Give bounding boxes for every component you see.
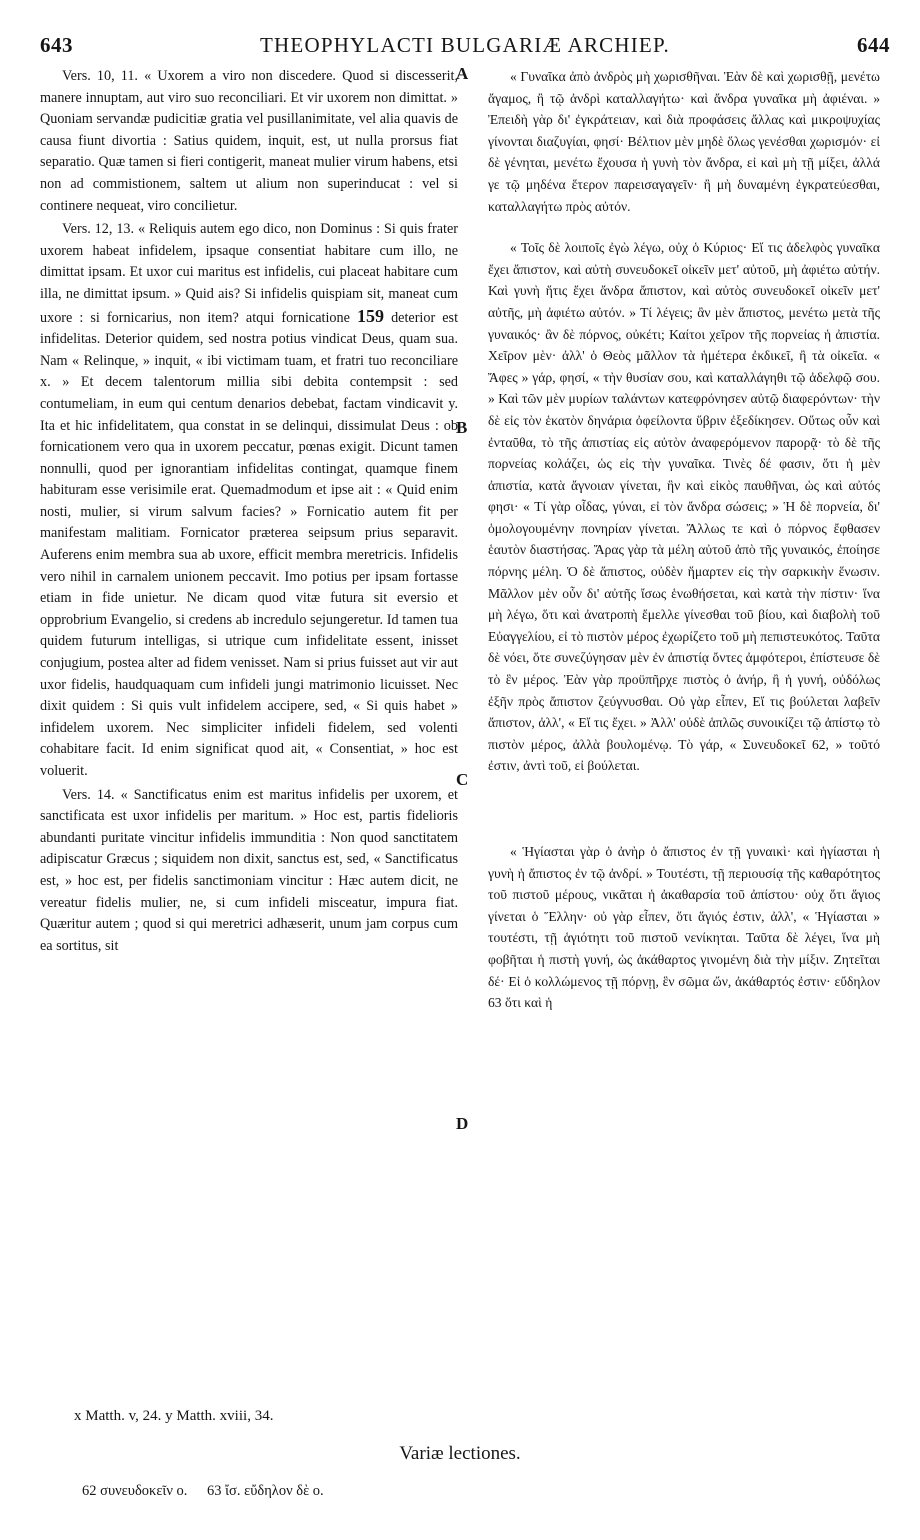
variant-note-62: 62 συνευδοκεῖν ο. [82,1483,188,1499]
section-marker-b: B [456,418,468,437]
right-page-number: 644 [857,33,890,57]
running-title: THEOPHYLACTI BULGARIÆ ARCHIEP. [260,33,670,57]
latin-paragraph-vers-10-11: Vers. 10, 11. « Uxorem a viro non discedere. Quod si discesserit, manere innuptam, aut viro suo reconciliari. Et vir uxorem non dimittat. » Quoniam servandæ pudicitiæ gratia vel pusillanimitate, vel alia quavis de causa fiunt divortia : Satius quidem, inquit, est, ut nulla prorsus fiat separatio. Quæ tamen si fieri contigerit, maneat mulier virum habens, etsi non ad commistionem, saltem ut alium non superinducat : vel si continere nequeat, viro concilietur. [40,68,458,214]
scripture-footnotes: x Matth. v, 24. y Matth. xviii, 34. [74,1408,274,1424]
variant-note-63: 63 ἴσ. εὔδηλον δὲ ο. [207,1483,324,1499]
latin-paragraph-vers-12-13 [40,219,458,782]
page-header [40,33,890,63]
section-marker-d: D [456,1114,469,1133]
left-page-number: 643 [40,33,73,57]
column-number: 159 [356,305,384,326]
greek-paragraph-1: « Γυναῖκα ἀπὸ ἀνδρὸς μὴ χωρισθῆναι. Ἐὰν δὲ καὶ χωρισθῇ, μενέτω ἄγαμος, ἢ τῷ ἀνδρὶ καταλλαγήτω· καὶ ἄνδρα γυναῖκα μὴ ἀφιέναι. » Ἐπειδὴ γὰρ δι' ἐγκράτειαν, καὶ διὰ προφάσεις ἄλλας καὶ μικροψυχίας γίνονται διαζυγίαι, φησί· Βέλτιον μὲν μηδὲ ὅλως γενέσθαι χωρισμόν· εἰ δὲ γένηται, μενέτω ἔχουσα ἡ γυνὴ τὸν ἄνδρα, εἰ καὶ μὴ τῇ μίξει, ἀλλά γε τῷ μηδένα ἕτερον παρεισαγαγεῖν· ἢ μὴ δυναμένη ἐγκρατεύεσθαι, καταλλαγήτω πρὸς αὐτόν. [488,69,880,214]
section-marker-c: C [456,770,469,789]
latin-paragraph-vers-14: Vers. 14. « Sanctificatus enim est maritus infidelis per uxorem, et sanctificata est uxor infidelis per maritum. » Hoc est, partis fidelioris abundanti puritate vincitur infidelis immunditia : Non quod sanctitatem adipiscatur Græcus ; siquidem non dixit, sanctus est, sed, « Sanctificatus est, » hoc est, per fidelis sanctimoniam vincitur : Hæc autem dicit, ne vereatur fidelis mulier, ne, si cum infideli misceatur, impura fiat. Quæritur autem ; quod si qui meretrici adhæserit, unum jam corpus cum ea sortitus, sit [40,786,458,954]
variae-lectiones-notes [82,1483,324,1500]
latin-text-before-colnum: Vers. 12, 13. « Reliquis autem ego dico, non Dominus : Si quis frater uxorem habeat infidelem, ipsaque consentiat habitare cum illo, ne dimittat ipsam. Et uxor cui maritus est infidelis, cui placeat habitare cum illa, ne dimittat ipsum. » Quid ais? Si infidelis quispiam sit, maneat cum uxore : si fornicarius, non item? atqui fornicatione [40,221,458,326]
section-marker-a: A [456,64,469,83]
greek-column [488,66,880,1034]
greek-paragraph-3: « Ἡγίασται γὰρ ὁ ἀνὴρ ὁ ἄπιστος ἐν τῇ γυναικὶ· καὶ ἡγίασται ἡ γυνὴ ἡ ἄπιστος ἐν τῷ ἀνδρί. » Τουτέστι, τῇ περιουσίᾳ τῆς καθαρότητος τοῦ πιστοῦ μέρους, νικᾶται ἡ ἀκαθαρσία τοῦ ἀπίστου· οὐχ ὅτι ἅγιος γίνεται ὁ Ἕλλην· οὐ γὰρ εἶπεν, ὅτι ἅγιός ἐστιν, ἀλλ', « Ἡγίασται » τουτέστι, τῇ ἁγιότητι τοῦ πιστοῦ νενίκηται. Ταῦτα δὲ λέγει, ἵνα μὴ φοβῆται ἡ πιστὴ γυνή, ὡς ἀκάθαρτος γινομένη διὰ τὴν μίξιν. Ζητεῖται δέ· Εἰ ὁ κολλώμενος τῇ πόρνῃ, ἓν σῶμα ὤν, ἀκάθαρτός ἐστιν· εὔδηλον 63 ὅτι καὶ ἡ [488,844,880,1011]
latin-column [40,66,458,957]
greek-paragraph-2: « Τοῖς δὲ λοιποῖς ἐγὼ λέγω, οὐχ ὁ Κύριος· Εἴ τις ἀδελφὸς γυναῖκα ἔχει ἄπιστον, καὶ αὐτὴ συνευδοκεῖ οἰκεῖν μετ' αὐτοῦ, μὴ ἀφιέτω αὐτήν. Καὶ γυνὴ ἥτις ἔχει ἄνδρα ἄπιστον, καὶ αὐτὸς συνευδοκεῖ οἰκεῖν μετ' αὐτῆς, μὴ ἀφιέτω αὐτόν. » Τί λέγεις; ἂν μὲν ἄπιστος, μενέτω μετὰ τῆς γυναικός· ἂν δὲ πόρνος, οὐκέτι; Καίτοι χεῖρον τῆς πορνείας ἡ ἀπιστία. Χεῖρον μὲν· ἀλλ' ὁ Θεὸς μᾶλλον τὰ ἡμέτερα ἐκδικεῖ, ἢ τὰ οἰκεῖα. « Ἄφες » γάρ, φησί, « τὴν θυσίαν σου, καὶ καταλλάγηθι τῷ ἀδελφῷ σου. » Καὶ τῶν μὲν μυρίων ταλάντων κατεφρόνησεν αὐτῷ διαφερόντων· τὴν δὲ εἰς τὸν ἑκατὸν δηνάρια ὀφείλοντα ὕβριν ἐξεδίκησεν. Οὕτως οὖν καὶ ἐνταῦθα, τὸ τῆς ἀπιστίας εἰς αὐτὸν ἀναφερόμενον παρορᾷ· τὸ δὲ τῆς πορνείας κολάζει, ὡς εἰς τὴν γυναῖκα. Τινὲς δέ φασιν, ὅτι ἡ μὲν ἀπιστία, κατὰ ἄγνοιαν γίνεται, ἣν καὶ εἰκὸς παυθῆναι, ὡς καὶ αὐτός φησι· « Τί γὰρ οἶδας, γύναι, εἰ τὸν ἄνδρα σώσεις; » Ἡ δὲ πορνεία, δι' ὁμολογουμένην πονηρίαν γίνεται. Ἄλλως τε καὶ ὁ πόρνος ἔφθασεν ἑαυτὸν διαστήσας. Ἄρας γὰρ τὰ μέλη αὐτοῦ ἀπὸ τῆς γυναικός, ἐποίησε πόρνης μέλη. Ὁ δὲ ἄπιστος, οὐδὲν ἥμαρτεν εἰς τὴν σαρκικὴν ἕνωσιν. Μᾶλλον μὲν οὖν δι' αὐτῆς ἴσως ἑνωθήσεται, καὶ κατὰ τὴν πίστιν· ἵνα μὴ λέγω, ὅτι καὶ ἀνατροπὴ ἔμελλε γίνεσθαι τοῦ βίου, καὶ διαβολὴ τοῦ Εὐαγγελίου, εἰ τὸ πιστὸν μέρος ἐχωρίζετο τοῦ μὴ πεπιστευκότος. Ταῦτα δὲ νόει, ὅτε συνεζύγησαν μὲν ἐν ἀπιστίᾳ ὄντες ἀμφότεροι, ἐπίστευσε δὲ τὸ ἓν μέρος. Ἐὰν γὰρ προϋπῆρχε πιστὸς ὁ ἀνήρ, ἢ ἡ γυνή, οὐδόλως ἐξῆν πρὸς ἄπιστον ζεύγνυσθαι. Οὐ γὰρ εἶπεν, Εἴ τις βούλεται λαβεῖν ἄπιστον, ἀλλ', « Εἴ τις ἔχει. » Ἀλλ' οὐδὲ ἁπλῶς συνοικίζει τῷ ἀπίστῳ τὸ πιστὸν μέρος, ἀλλὰ βουλομένῳ. Τὸ γάρ, « Συνευδοκεῖ 62, » τοῦτό ἐστιν, ἀντὶ τοῦ, εἰ βούλεται. [488,240,880,774]
latin-text-after-colnum: deterior est infidelitas. Deterior quidem, sed nostra potius vindicat Deus, quam sua. Nam « Relinque, » inquit, « ibi victimam tuam, et fratri tuo reconciliare x. » Et decem talentorum millia sibi debita contempsit : sed contumeliam, in eum qui centum denarios debebat, factam vindicavit y. Ita et hic infidelitatem, qua constat in se delinqui, dissimulat Deus : ob fornicationem vero qua in uxorem peccatur, pœnas exigit. Dicunt tamen nonnulli, quod per ignorantiam infidelitas contingat, quamque finem habituram esse verisimile erat. Quemadmodum et ipse ait : « Quid enim nosti, mulier, si virum salvum facies? » Fornicatio autem fit per manifestam malitiam. Fornicator præterea seipsum prius separavit. Auferens enim membra sua ab uxore, efficit membra meretricis. Infidelis vero nihil in carnalem unionem peccavit. Imo potius per ipsam fortasse etiam in fide unietur. Ne dicam quod vitæ futura sit eversio et opprobrium Evangelio, si credens ab incredulo sejungeretur. Id tamen tua quidem futurum intelligas, si utrique cum infidelitate essent, inisset conjugium, postea alter ad fidem venisset. Nam si prius fuisset aut vir aut uxor fidelis, haudquaquam cum infideli jungi matrimonio licuisset. Nec dixit quidem : Si quis vult infidelem accipere, sed, « Si quis habet » infidelem uxorem. Nec simpliciter infideli fidelem, sed volenti cohabitare facit. Id enim significat quod ait, « Consentiat, » hoc est voluerit. [40,309,459,779]
variae-lectiones-heading: Variæ lectiones. [399,1443,521,1464]
